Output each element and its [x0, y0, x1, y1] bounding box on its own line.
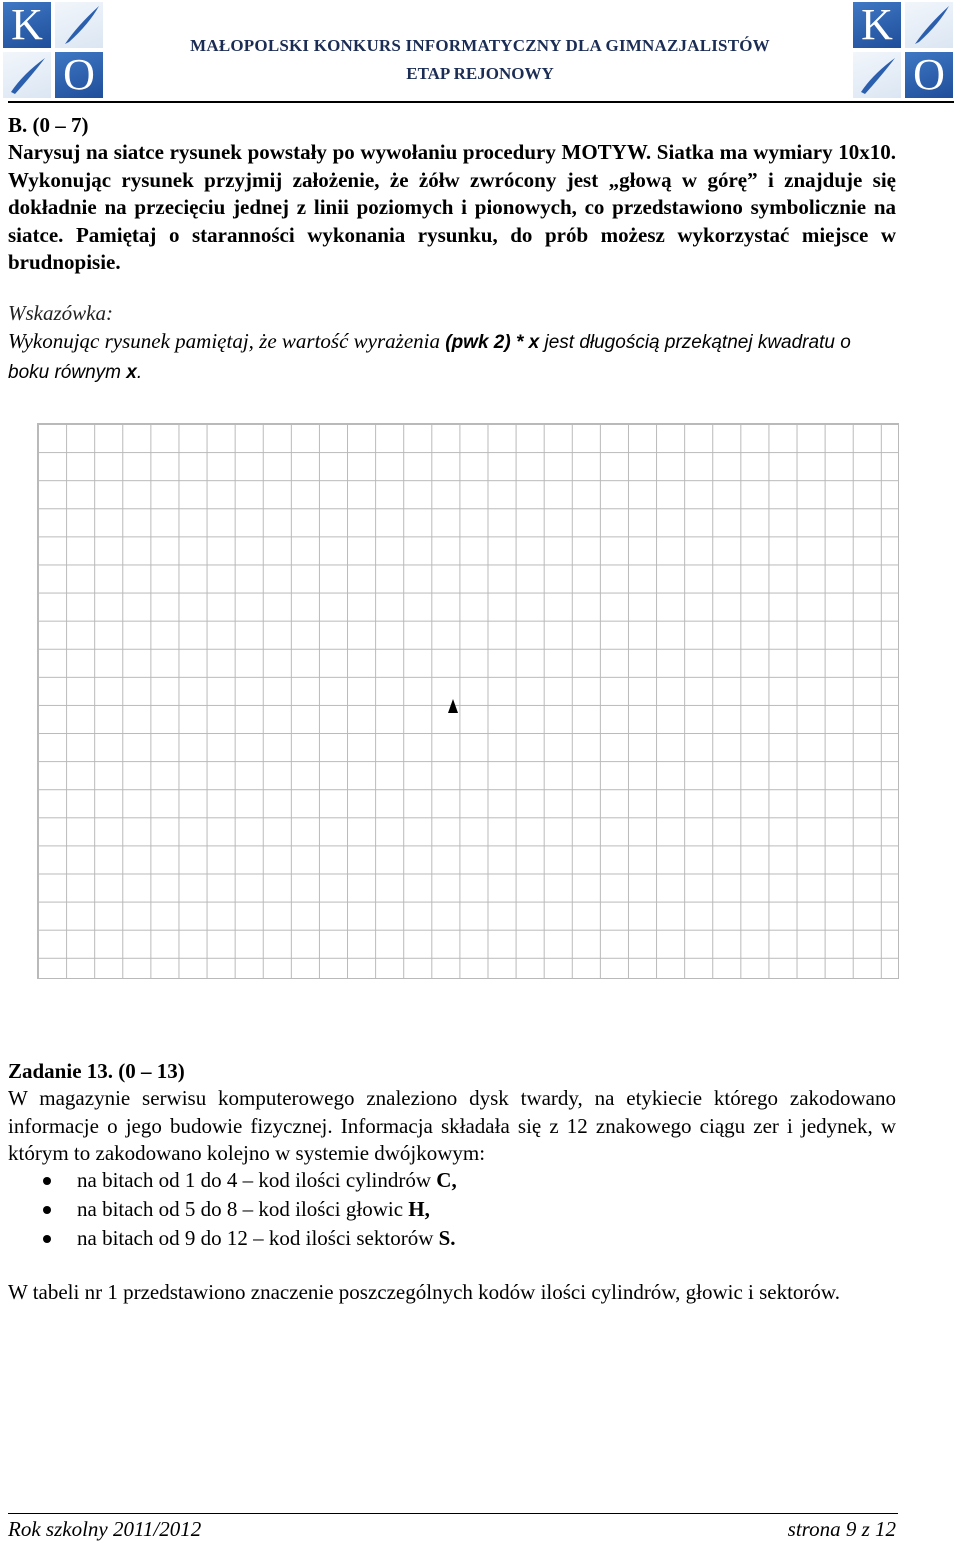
task-13-heading: [8, 1058, 896, 1086]
turtle-icon: [448, 699, 458, 713]
drawing-grid[interactable]: [37, 423, 899, 979]
hint-text: [8, 327, 868, 387]
hint-variable: x: [126, 362, 137, 383]
bullet-icon: [43, 1235, 51, 1243]
logo-cell-k: [3, 2, 51, 48]
hint-text-end: .: [136, 362, 143, 383]
bit-list: [8, 1166, 896, 1253]
list-item: na bitach od 1 do 4 – kod ilości cylindrów C,: [8, 1166, 896, 1195]
task-13-paragraph-2: W tabeli nr 1 przedstawiono znaczenie poszczególnych kodów ilości cylindrów, głowic i sektorów.: [8, 1280, 840, 1304]
logo-cell-pen: [853, 52, 901, 98]
page-number: strona 9 z 12: [787, 1517, 896, 1541]
logo-left: [3, 2, 107, 100]
pen-icon: [853, 52, 901, 98]
list-item: na bitach od 9 do 12 – kod ilości sektorów S.: [8, 1224, 896, 1253]
quill-icon: [905, 2, 953, 48]
footer-divider: [8, 1513, 898, 1514]
quill-icon: [55, 2, 103, 48]
logo-letter-k: K: [861, 0, 893, 49]
hint-expression: (pwk 2) * x: [445, 332, 540, 353]
task-b-heading: B. (0 – 7): [8, 113, 89, 137]
school-year: Rok szkolny 2011/2012: [8, 1517, 202, 1541]
hint-text-middle: jest długością przekątnej kwadratu o boku równym: [8, 332, 851, 383]
hint-text-start: Wykonując rysunek pamiętaj, że wartość wyrażenia: [8, 329, 440, 353]
task-13-paragraph-1: W magazynie serwisu komputerowego znaleziono dysk twardy, na etykiecie którego zakodowano informacje o jego budowie fizycznej. Informacja składała się z 12 znakowego ciągu zer i jedynek, w którym to zakodowano kolejno w systemie dwójkowym:: [8, 1086, 896, 1165]
logo-cell-pen: [3, 52, 51, 98]
logo-letter-k: K: [11, 0, 43, 49]
task-b-instructions: [8, 139, 896, 277]
contest-title: MAŁOPOLSKI KONKURS INFORMATYCZNY DLA GIMNAZJALISTÓW: [190, 36, 770, 55]
contest-stage: ETAP REJONOWY: [406, 64, 554, 83]
header-divider: [8, 101, 954, 103]
list-item: na bitach od 5 do 8 – kod ilości głowic H,: [8, 1195, 896, 1224]
bullet-icon: [43, 1177, 51, 1185]
hint-label: Wskazówka:: [8, 301, 113, 325]
logo-cell-quill: [905, 2, 953, 48]
task-13-points: (0 – 13): [118, 1059, 185, 1083]
task-13-title: Zadanie 13.: [8, 1059, 114, 1083]
logo-cell-k: [853, 2, 901, 48]
logo-cell-o: [905, 52, 953, 98]
logo-letter-o: O: [913, 50, 945, 99]
bullet-icon: [43, 1206, 51, 1214]
pen-icon: [3, 52, 51, 98]
task-b-paragraph-1: Narysuj na siatce rysunek powstały po wywołaniu procedury MOTYW. Siatka ma wymiary 10x10. Wykonując rysunek przyjmij założenie, że żółw zwrócony jest „głową w górę” i znajduje się dokładnie na przecięciu jednej z linii poziomych i pionowych, co przedstawiono symbolicznie na siatce.: [8, 140, 896, 247]
task-b-paragraph-2: Pamiętaj o staranności wykonania rysunku, do prób możesz wykorzystać miejsce w brudnopisie.: [8, 222, 897, 274]
logo-cell-o: [55, 52, 103, 98]
logo-right: [853, 2, 957, 100]
logo-letter-o: O: [63, 50, 95, 99]
logo-cell-quill: [55, 2, 103, 48]
